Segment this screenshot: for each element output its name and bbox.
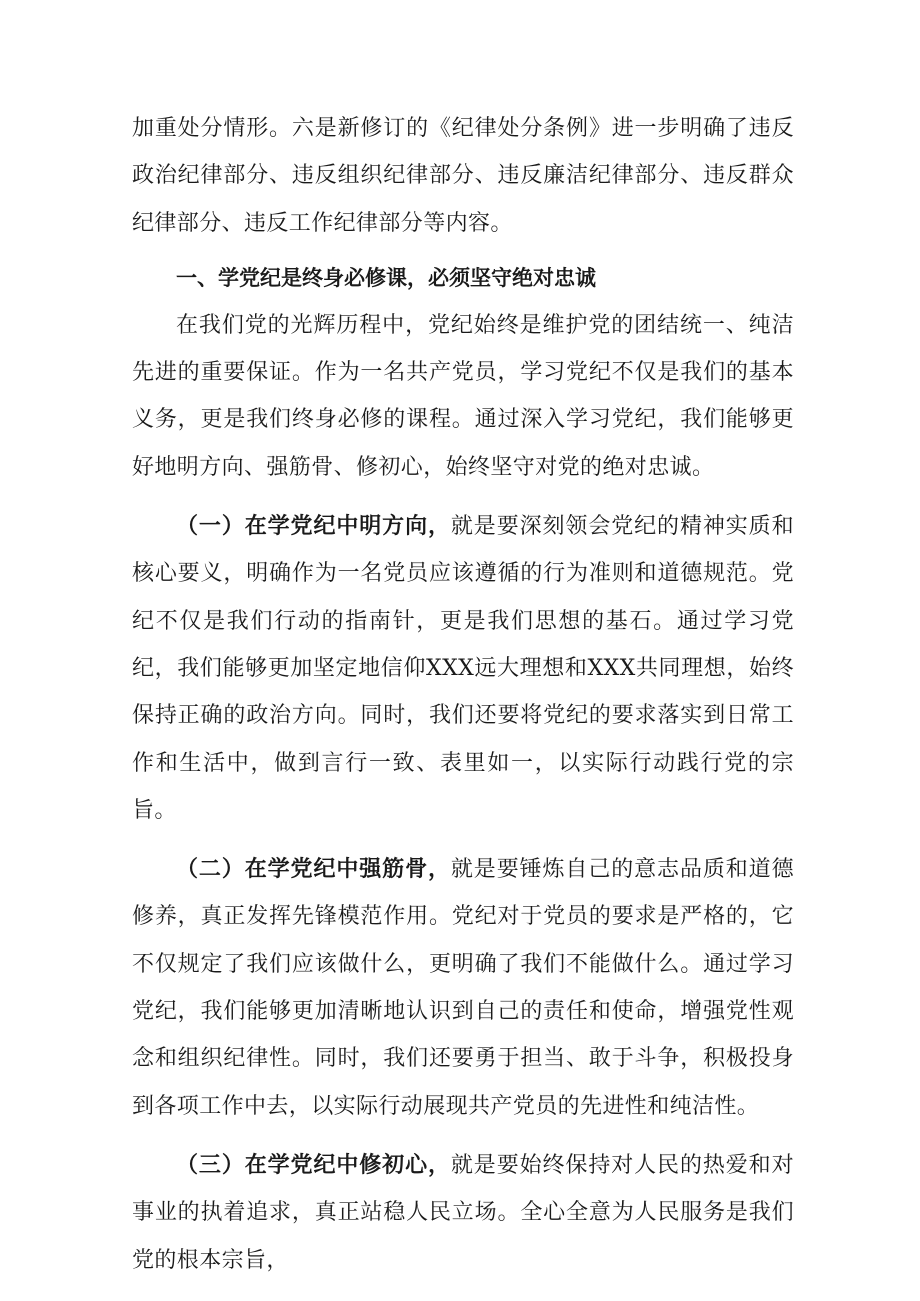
paragraph-subsection-1 xyxy=(132,503,794,834)
paragraph-subsection-3 xyxy=(132,1142,794,1284)
subsection-2-body: 就是要锤炼自己的意志品质和道德修养，真正发挥先锋模范作用。党纪对于党员的要求是严格的，它不仅规定了我们应该做什么，更明确了我们不能做什么。通过学习党纪，我们能够更加清晰地认识到自己的责任和使命，增强党性观念和组织纪律性。同时，我们还要勇于担当、敢于斗争，积极投身到各项工作中去，以实际行动展现共产党员的先进性和纯洁性。 xyxy=(132,857,794,1119)
subsection-1-body: 就是要深刻领会党纪的精神实质和核心要义，明确作为一名党员应该遵循的行为准则和道德规范。党纪不仅是我们行动的指南针，更是我们思想的基石。通过学习党纪，我们能够更加坚定地信仰XXX远大理想和XXX共同理想，始终保持正确的政治方向。同时，我们还要将党纪的要求落实到日常工作和生活中，做到言行一致、表里如一，以实际行动践行党的宗旨。 xyxy=(132,514,794,823)
subsection-2-lead: （二）在学党纪中强筋骨， xyxy=(176,857,451,883)
paragraph-subsection-2 xyxy=(132,846,794,1130)
document-page xyxy=(132,105,794,1284)
paragraph-section-1-intro: 在我们党的光辉历程中，党纪始终是维护党的团结统一、纯洁先进的重要保证。作为一名共产党员，学习党纪不仅是我们的基本义务，更是我们终身必修的课程。通过深入学习党纪，我们能够更好地明方向、强筋骨、修初心，始终坚守对党的绝对忠诚。 xyxy=(132,312,794,480)
paragraph-intro-continuation: 加重处分情形。六是新修订的《纪律处分条例》进一步明确了违反政治纪律部分、违反组织纪律部分、违反廉洁纪律部分、违反群众纪律部分、违反工作纪律部分等内容。 xyxy=(132,116,794,236)
section-heading-1: 一、学党纪是终身必修课，必须坚守绝对忠诚 xyxy=(176,265,596,290)
subsection-3-lead: （三）在学党纪中修初心， xyxy=(176,1152,451,1178)
subsection-3-body: 就是要始终保持对人民的热爱和对事业的执着追求，真正站稳人民立场。全心全意为人民服务是我们党的根本宗旨， xyxy=(132,1152,794,1273)
subsection-1-lead: （一）在学党纪中明方向， xyxy=(176,514,451,540)
